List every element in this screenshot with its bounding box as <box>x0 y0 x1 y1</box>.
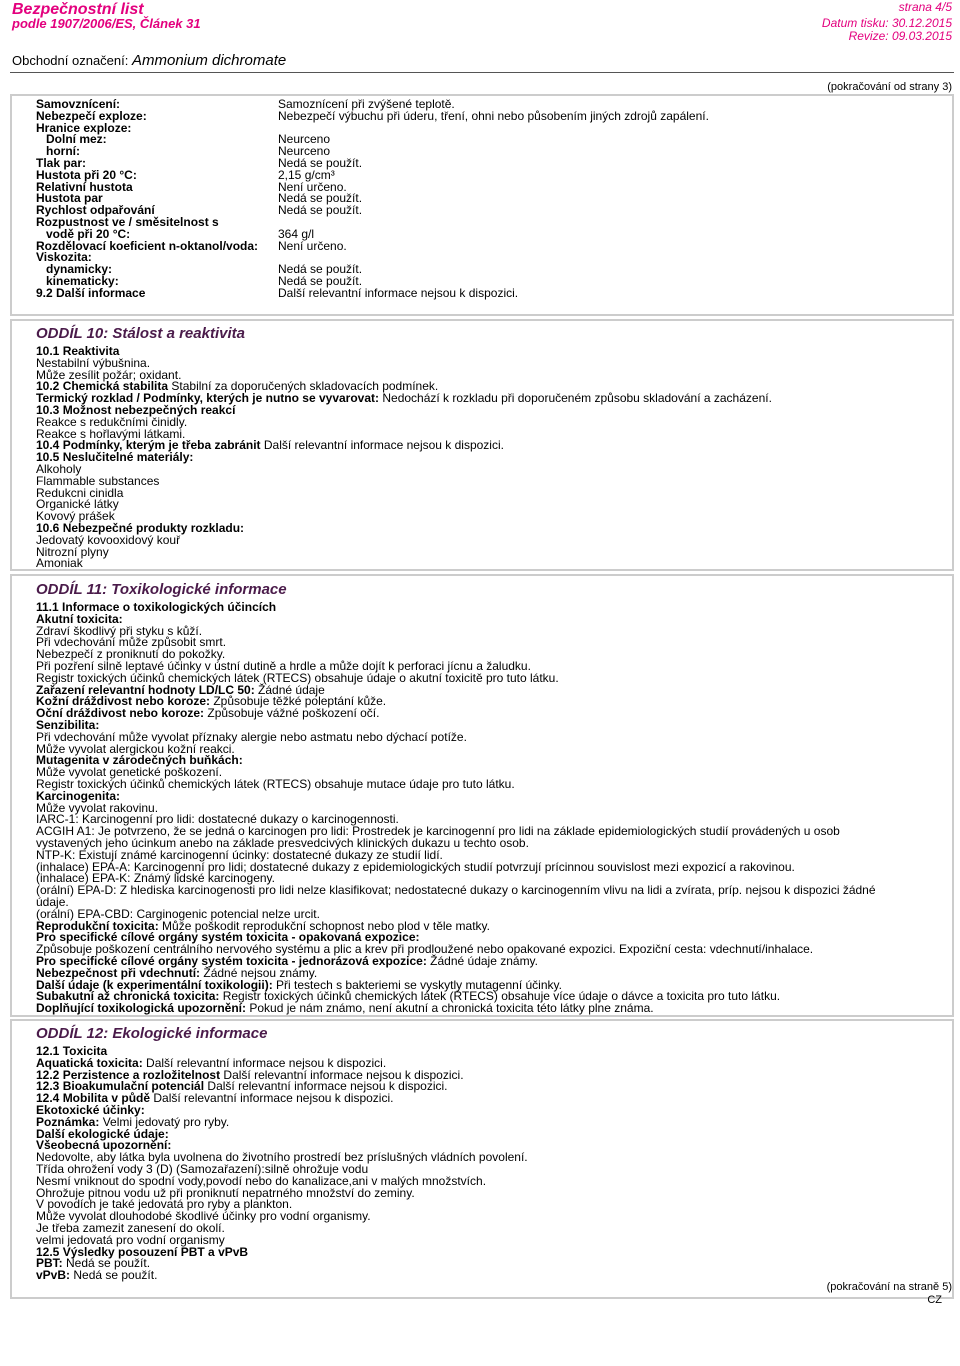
properties-table <box>36 99 916 300</box>
property-label: Dolní mez: <box>46 132 107 147</box>
line-text: Nestabilní výbušnina. <box>36 355 151 370</box>
line-text: Nesmí vniknout do spodní vody,povodí nebo do kanalizace,ani v malých množstvích. <box>36 1173 487 1188</box>
line-heading: Doplňující toxikologická upozornění: <box>36 1001 247 1016</box>
line-heading: 10.4 Podmínky, kterým je třeba zabránit <box>36 438 261 453</box>
section-10-body <box>36 346 926 570</box>
line-heading: 10.1 Reaktivita <box>36 344 120 358</box>
line-text: Může poškodit reprodukční schopnost nebo plod v těle matky. <box>158 918 490 933</box>
property-value: Samoznícení při zvýšené teplotě. <box>278 97 455 111</box>
line-heading: Karcinogenita: <box>36 788 121 803</box>
line-text: velmi jedovatá pro vodní organismy <box>36 1232 225 1247</box>
property-label: Samovznícení: <box>36 97 121 111</box>
line-heading: Všeobecná upozornění: <box>36 1138 172 1153</box>
property-row <box>36 285 916 300</box>
property-row <box>36 155 916 170</box>
line-heading: 11.1 Informace o toxikologických účincích <box>36 600 277 614</box>
line-text: Nedá se použít. <box>62 1256 151 1271</box>
text-line <box>36 708 926 720</box>
text-line <box>36 1270 926 1282</box>
line-heading: Mutagenita v zárodečných buňkách: <box>36 753 243 768</box>
line-text: vystavených jeho úcinkum anebo na základe presvedcivých klinických dukazu u techto osob. <box>36 835 529 850</box>
property-value: Nebezpečí výbuchu při úderu, tření, ohni nebo působením jiných zdrojů zapálení. <box>278 108 709 123</box>
property-value: Není určeno. <box>278 238 347 253</box>
line-heading: Pro specifické cílové orgány systém toxicita - opakovaná expozice: <box>36 930 420 945</box>
property-label: 9.2 Další informace <box>36 285 146 300</box>
property-label: Viskozita: <box>36 250 92 265</box>
property-label: Hustota při 20 °C: <box>36 167 137 182</box>
text-line <box>36 788 926 803</box>
line-heading: 10.6 Nebezpečné produkty rozkladu: <box>36 520 245 535</box>
line-text: Může vyvolat dlouhodobé škodlivé účinky pro vodní organismy. <box>36 1209 371 1224</box>
line-text: Pokud je nám známo, není akutní a chronická toxicita této látky plne známa. <box>246 1001 654 1016</box>
section-11-body <box>36 602 926 1015</box>
property-label: kinematicky: <box>46 273 119 288</box>
property-label: Rozdělovací koeficient n-oktanol/voda: <box>36 238 259 253</box>
line-heading: 10.3 Možnost nebezpečných reakcí <box>36 402 236 417</box>
line-text: Může zesílit požár; oxidant. <box>36 367 182 382</box>
section-11-title: ODDÍL 11: Toxikologické informace <box>36 581 287 598</box>
line-text: Může vyvolat genetické poškození. <box>36 765 223 780</box>
line-text: Způsobuje poškození centrálního nervového systému a plic a krev při prodloužené nebo opakované expozici. Expoziční cesta: vdechnutí/inhalace. <box>36 942 814 957</box>
language-code: CZ <box>927 1294 942 1306</box>
property-value: Neurceno <box>278 144 331 159</box>
property-value: Nedá se použít. <box>278 262 363 277</box>
property-row <box>36 179 916 194</box>
line-text: Při vdechování může způsobit smrt. <box>36 635 227 650</box>
property-value: Neurceno <box>278 132 331 147</box>
page-number: strana 4/5 <box>898 0 952 14</box>
line-text: Žádné nejsou známy. <box>200 965 318 980</box>
line-text: Alkoholy <box>36 461 82 476</box>
text-line <box>36 1093 926 1105</box>
line-heading: 10.2 Chemická stabilita <box>36 379 169 394</box>
property-value: 364 g/l <box>278 226 315 241</box>
line-text: údaje. <box>36 894 69 909</box>
line-heading: 10.5 Neslučitelné materiály: <box>36 450 194 465</box>
line-heading: 12.3 Bioakumulační potenciál <box>36 1079 205 1094</box>
line-text: Při testech s bakteriemi se vyskytly mutagenní účinky. <box>272 977 562 992</box>
property-row <box>36 238 916 253</box>
text-line <box>36 885 926 897</box>
line-heading: Senzibilita: <box>36 717 100 732</box>
property-label: dynamicky: <box>46 262 113 277</box>
line-heading: Aquatická toxicita: <box>36 1055 143 1070</box>
continued-to: (pokračování na straně 5) <box>826 1281 952 1293</box>
line-heading: Termický rozklad / Podmínky, kterých je nutno se vyvarovat: <box>36 391 380 406</box>
line-text: Reakce s hořlavými látkami. <box>36 426 186 441</box>
trade-label: Obchodní označení: <box>12 53 129 68</box>
line-text: Další relevantní informace nejsou k dispozici. <box>204 1079 448 1094</box>
line-heading: Oční dráždivost nebo koroze: <box>36 706 205 721</box>
line-text: IARC-1: Karcinogenní pro lidi: dostatecné dukazy o karcinogennosti. <box>36 812 399 827</box>
line-heading: Subakutní až chronická toxicita: <box>36 989 220 1004</box>
text-line <box>36 776 926 791</box>
line-heading: PBT: <box>36 1256 63 1271</box>
line-text: Další relevantní informace nejsou k dispozici. <box>150 1091 394 1106</box>
line-text: ACGIH A1: Je potvrzeno, že se jedná o karcinogen pro lidi: Prostredek je karcinogenní pro lidi na základe epidemiologických studií provádených u osob <box>36 824 840 839</box>
section-12-body <box>36 1046 926 1282</box>
line-heading: Kožní dráždivost nebo koroze: <box>36 694 211 709</box>
property-label: horní: <box>46 144 80 159</box>
line-heading: 12.5 Výsledky posouzení PBT a vPvB <box>36 1244 249 1259</box>
line-text: Může vyvolat rakovinu. <box>36 800 159 815</box>
line-text: NTP-K: Existují známé karcinogenní úcinky: dostatecné dukazy ze studií lidí. <box>36 847 443 862</box>
text-line <box>36 544 926 559</box>
property-label: Hranice exploze: <box>36 120 132 135</box>
line-heading: 12.4 Mobilita v půdě <box>36 1091 151 1106</box>
line-text: (inhalace) EPA-A: Karcinogenní pro lidi; dostatecné dukazy z epidemiologických studií potvrzují prícinnou souvislost mezi expozicí a rakovinou. <box>36 859 795 874</box>
line-text: Stabilní za doporučených skladovacích podmínek. <box>168 379 439 394</box>
text-line <box>36 1114 926 1129</box>
line-heading: Nebezpečnost při vdechnutí: <box>36 965 201 980</box>
property-label: Nebezpečí exploze: <box>36 108 147 123</box>
doc-title: Bezpečnostní list <box>12 1 144 18</box>
line-text: Nedochází k rozkladu při doporučeném způsobu skladování a zacházení. <box>379 391 772 406</box>
property-value: 2,15 g/cm³ <box>278 167 335 182</box>
line-text: Nedovolte, aby látka byla uvolnena do životního prostredí bez príslušných vládních povolení. <box>36 1150 528 1165</box>
doc-subtitle: podle 1907/2006/ES, Článek 31 <box>12 16 201 31</box>
property-value: Nedá se použít. <box>278 203 363 218</box>
property-value: Další relevantní informace nejsou k dispozici. <box>278 285 519 300</box>
property-value: Nedá se použít. <box>278 155 363 170</box>
line-text: Při vdechování může vyvolat příznaky alergie nebo astmatu nebo dýchací potíže. <box>36 729 467 744</box>
line-text: Amoniak <box>36 556 83 571</box>
line-text: Kovový prášek <box>36 509 115 524</box>
line-text: Redukcni cinidla <box>36 485 124 500</box>
property-label: Hustota par <box>36 191 103 206</box>
line-text: Nedá se použít. <box>70 1268 158 1283</box>
section-10-title: ODDÍL 10: Stálost a reaktivita <box>36 325 245 342</box>
line-text: Žádné údaje známy. <box>426 953 539 968</box>
line-heading: Další ekologické údaje: <box>36 1126 169 1141</box>
line-text: Reakce s redukčními činidly. <box>36 414 188 429</box>
property-row <box>36 108 916 123</box>
text-line <box>36 1258 926 1270</box>
property-row <box>36 146 916 158</box>
line-text: (inhalace) EPA-K: Známý lidské karcinogeny. <box>36 871 275 886</box>
property-value: Nedá se použít. <box>278 273 363 288</box>
line-text: Další relevantní informace nejsou k dispozici. <box>142 1055 387 1070</box>
text-line <box>36 485 926 500</box>
line-text: Způsobuje těžké poleptání kůže. <box>210 694 387 709</box>
line-text: Další relevantní informace nejsou k dispozici. <box>260 438 504 453</box>
line-text: Zdraví škodlivý při styku s kůží. <box>36 623 203 638</box>
property-row <box>36 264 916 276</box>
text-line <box>36 558 926 570</box>
text-line <box>36 452 926 464</box>
text-line <box>36 602 926 614</box>
header-rule <box>10 72 954 73</box>
property-row <box>36 167 916 182</box>
line-text: Způsobuje vážné poškození očí. <box>204 706 380 721</box>
line-heading: 12.1 Toxicita <box>36 1044 108 1058</box>
revision-date: Revize: 09.03.2015 <box>848 29 952 43</box>
text-line <box>36 532 926 547</box>
line-text: Nebezpečí z proniknutí do pokožky. <box>36 647 226 662</box>
print-date: Datum tisku: 30.12.2015 <box>821 16 952 30</box>
property-row <box>36 134 916 146</box>
line-text: Ohrožuje pitnou vodu už při proniknutí nepatrného množství do zeminy. <box>36 1185 415 1200</box>
line-heading: Poznámka: <box>36 1114 100 1129</box>
line-text: Žádné údaje <box>254 682 325 697</box>
property-row <box>36 214 916 229</box>
property-value: Nedá se použít. <box>278 191 363 206</box>
text-line <box>36 461 926 476</box>
property-label: Relativní hustota <box>36 179 133 194</box>
dates-block <box>822 17 952 43</box>
line-heading: Pro specifické cílové orgány systém toxicita - jednorázová expozice: <box>36 953 427 968</box>
property-row <box>36 252 916 264</box>
property-label: Tlak par: <box>36 155 87 170</box>
property-label: Rychlost odpařování <box>36 203 155 218</box>
line-text: Jedovatý kovooxidový kouř <box>36 532 181 547</box>
line-heading: 12.2 Perzistence a rozložitelnost <box>36 1067 221 1082</box>
line-heading: Další údaje (k experimentální toxikologii): <box>36 977 273 992</box>
line-text: Je třeba zamezit zanesení do okolí. <box>36 1220 225 1235</box>
line-text: Organické látky <box>36 497 119 512</box>
line-text: Třída ohrožení vody 3 (D) (Samozařazení):silně ohrožuje vodu <box>36 1161 369 1176</box>
text-line <box>36 1003 926 1015</box>
text-line <box>36 346 926 358</box>
line-text: Při pozření silně leptavé účinky v ústní dutině a hrdle a může dojít k perforaci jícnu a žaludku. <box>36 658 531 673</box>
line-text: Registr toxických účinků chemických látek (RTECS) obsahuje údaje o akutní toxicitě pro tuto látku. <box>36 670 559 685</box>
line-text: Další relevantní informace nejsou k dispozici. <box>220 1067 464 1082</box>
line-text: Flammable substances <box>36 473 160 488</box>
trade-name: Ammonium dichromate <box>131 52 287 69</box>
text-line <box>36 473 926 488</box>
line-text: Může vyvolat alergickou kožní reakci. <box>36 741 235 756</box>
property-row <box>36 193 916 205</box>
line-text: (orální) EPA-D: Z hlediska karcinogenosti pro lidi nelze klasifikovat; nedostatecné dukazy o karcinogenním vlivu na lidi a zvírata, príp. nejsou k dispozici žádné <box>36 883 876 898</box>
line-heading: Zařazení relevantní hodnoty LD/LC 50: <box>36 682 255 697</box>
line-text: Nitrozní plyny <box>36 544 109 559</box>
line-heading: Reprodukční toxicita: <box>36 918 159 933</box>
line-heading: Akutní toxicita: <box>36 611 123 626</box>
line-text: (orální) EPA-CBD: Carginogenic potencial nelze urcit. <box>36 906 320 921</box>
continued-from: (pokračování od strany 3) <box>827 81 952 93</box>
line-text: Registr toxických účinků chemických látek (RTECS) obsahuje mutace údaje pro tuto látku. <box>36 776 515 791</box>
line-text: V povodích je také jedovatá pro ryby a plankton. <box>36 1197 293 1212</box>
line-text: Velmi jedovatý pro ryby. <box>99 1114 230 1129</box>
property-label: Rozpustnost ve / směsitelnost s <box>36 214 219 229</box>
section-12-title: ODDÍL 12: Ekologické informace <box>36 1025 268 1042</box>
line-text: Registr toxických účinků chemických látek (RTECS) obsahuje více údaje o dávce a toxicita pro tuto látku. <box>219 989 781 1004</box>
text-line <box>36 499 926 511</box>
property-value: Není určeno. <box>278 179 347 194</box>
trade-name-line <box>12 52 286 69</box>
line-heading: vPvB: <box>36 1268 71 1283</box>
property-label: vodě při 20 °C: <box>46 226 131 241</box>
text-line <box>36 1244 926 1259</box>
line-heading: Ekotoxické účinky: <box>36 1102 145 1117</box>
property-row <box>36 120 916 135</box>
